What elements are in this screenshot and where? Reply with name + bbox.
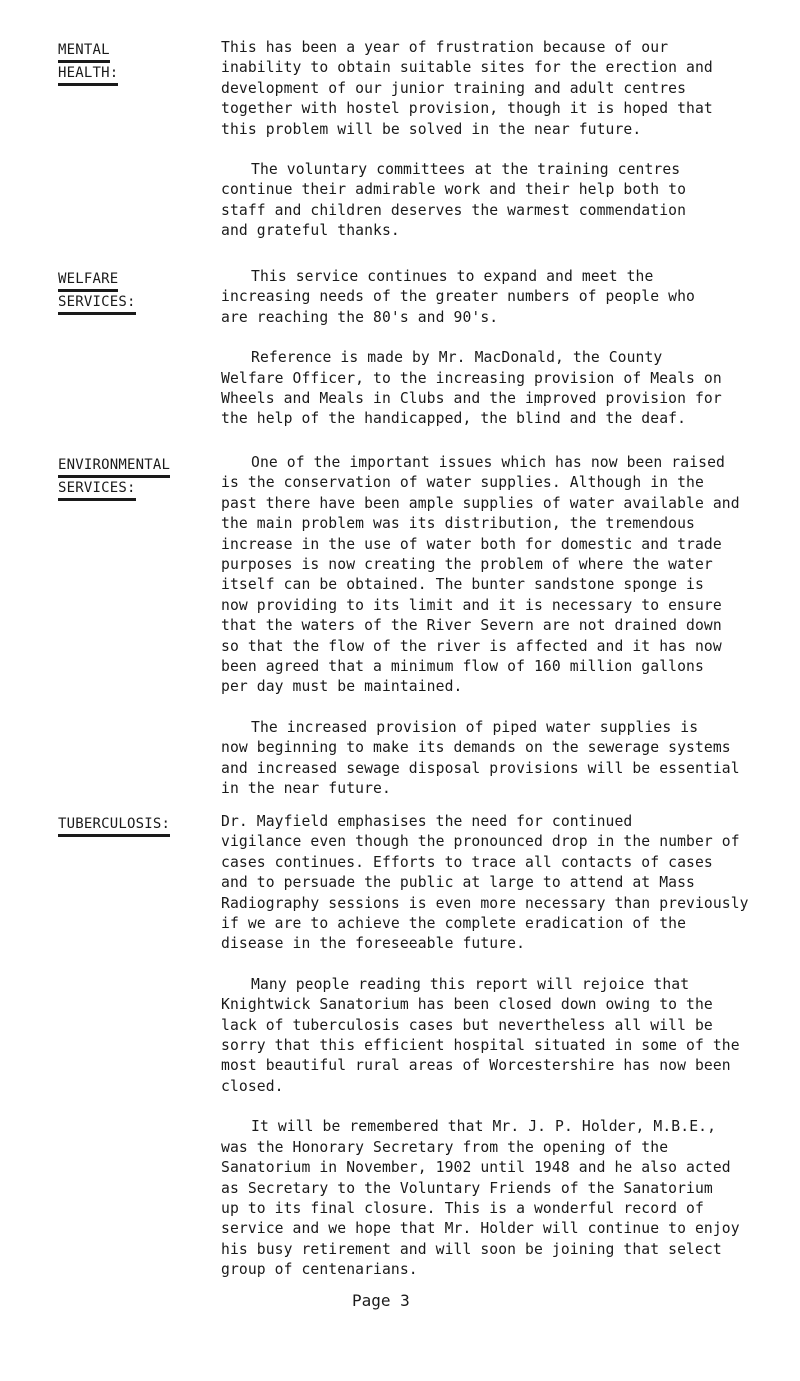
text-line: The increased provision of piped water supplies is xyxy=(251,718,699,736)
paragraph xyxy=(221,160,781,242)
text-line: now providing to its limit and it is necessary to ensure xyxy=(221,596,722,614)
section-body xyxy=(221,267,781,430)
paragraph xyxy=(221,453,781,698)
text-line: and to persuade the public at large to attend at Mass xyxy=(221,874,695,892)
text-line: Radiography sessions is even more necessary than previously xyxy=(221,894,749,912)
text-line: are reaching the 80's and 90's. xyxy=(221,308,499,326)
text-line: increasing needs of the greater numbers of people who xyxy=(221,288,695,306)
paragraph xyxy=(221,38,781,140)
text-line: as Secretary to the Voluntary Friends of the Sanatorium xyxy=(221,1179,713,1197)
text-line: this problem will be solved in the near future. xyxy=(221,120,642,138)
text-line: past there have been ample supplies of water available and xyxy=(221,494,740,512)
paragraph xyxy=(221,267,781,328)
text-line: Reference is made by Mr. MacDonald, the County xyxy=(251,349,663,367)
text-line: This service continues to expand and meet the xyxy=(251,268,654,285)
text-line: service and we hope that Mr. Holder will continue to enjoy xyxy=(221,1220,740,1238)
text-line: closed. xyxy=(221,1077,284,1095)
section-body xyxy=(221,812,781,1281)
text-line: Knightwick Sanatorium has been closed down owing to the xyxy=(221,996,713,1014)
paragraph xyxy=(221,718,781,800)
text-line: up to its final closure. This is a wonderful record of xyxy=(221,1199,704,1217)
section-heading xyxy=(58,269,188,315)
section-heading xyxy=(58,814,188,837)
text-line: and increased sewage disposal provisions will be essential xyxy=(221,759,740,777)
text-line: in the near future. xyxy=(221,780,391,798)
page-number: Page 3 xyxy=(352,1291,410,1310)
text-line: per day must be maintained. xyxy=(221,678,463,696)
text-line: This has been a year of frustration because of our xyxy=(221,39,669,56)
text-line: now beginning to make its demands on the sewerage systems xyxy=(221,739,731,757)
text-line: lack of tuberculosis cases but nevertheless all will be xyxy=(221,1016,713,1034)
text-line: inability to obtain suitable sites for the erection and xyxy=(221,59,713,77)
heading-line: HEALTH: xyxy=(58,63,118,86)
text-line: together with hostel provision, though it is hoped that xyxy=(221,100,713,118)
text-line: that the waters of the River Severn are not drained down xyxy=(221,617,722,635)
text-line: cases continues. Efforts to trace all contacts of cases xyxy=(221,853,713,871)
text-line: Wheels and Meals in Clubs and the improved provision for xyxy=(221,390,722,408)
text-line: the help of the handicapped, the blind and the deaf. xyxy=(221,410,687,428)
heading-line: SERVICES: xyxy=(58,292,136,315)
text-line: development of our junior training and adult centres xyxy=(221,79,687,97)
heading-line: TUBERCULOSIS: xyxy=(58,814,170,837)
paragraph xyxy=(221,348,781,430)
text-line: Welfare Officer, to the increasing provision of Meals on xyxy=(221,369,722,387)
text-line: and grateful thanks. xyxy=(221,222,400,240)
section-heading xyxy=(58,40,188,86)
text-line: group of centenarians. xyxy=(221,1261,418,1279)
heading-line: SERVICES: xyxy=(58,478,136,501)
section-body xyxy=(221,38,781,242)
text-line: sorry that this efficient hospital situated in some of the xyxy=(221,1037,740,1055)
paragraph xyxy=(221,812,781,955)
text-line: Many people reading this report will rejoice that xyxy=(251,975,690,993)
text-line: his busy retirement and will soon be joining that select xyxy=(221,1240,722,1258)
text-line: increase in the use of water both for domestic and trade xyxy=(221,535,722,553)
text-line: so that the flow of the river is affected and it has now xyxy=(221,637,722,655)
heading-line: ENVIRONMENTAL xyxy=(58,455,170,478)
text-line: the main problem was its distribution, the tremendous xyxy=(221,515,695,533)
text-line: most beautiful rural areas of Worcestershire has now been xyxy=(221,1057,731,1075)
text-line: purposes is now creating the problem of where the water xyxy=(221,556,713,574)
text-line: The voluntary committees at the training centres xyxy=(251,161,681,179)
text-line: is the conservation of water supplies. Although in the xyxy=(221,474,704,492)
text-line: Sanatorium in November, 1902 until 1948 and he also acted xyxy=(221,1159,731,1177)
text-line: was the Honorary Secretary from the opening of the xyxy=(221,1138,669,1156)
section-body xyxy=(221,453,781,800)
text-line: itself can be obtained. The bunter sandstone sponge is xyxy=(221,576,704,594)
text-line: if we are to achieve the complete eradication of the xyxy=(221,915,687,933)
text-line: It will be remembered that Mr. J. P. Holder, M.B.E., xyxy=(251,1118,717,1136)
text-line: disease in the foreseeable future. xyxy=(221,935,526,953)
text-line: vigilance even though the pronounced drop in the number of xyxy=(221,833,740,851)
paragraph xyxy=(221,975,781,1097)
text-line: continue their admirable work and their help both to xyxy=(221,181,687,199)
paragraph xyxy=(221,1117,781,1280)
text-line: staff and children deserves the warmest commendation xyxy=(221,201,687,219)
heading-line: MENTAL xyxy=(58,40,110,63)
heading-line: WELFARE xyxy=(58,269,118,292)
text-line: Dr. Mayfield emphasises the need for continued xyxy=(221,813,633,830)
text-line: One of the important issues which has now been raised xyxy=(251,454,725,471)
section-heading xyxy=(58,455,188,501)
text-line: been agreed that a minimum flow of 160 million gallons xyxy=(221,658,704,676)
